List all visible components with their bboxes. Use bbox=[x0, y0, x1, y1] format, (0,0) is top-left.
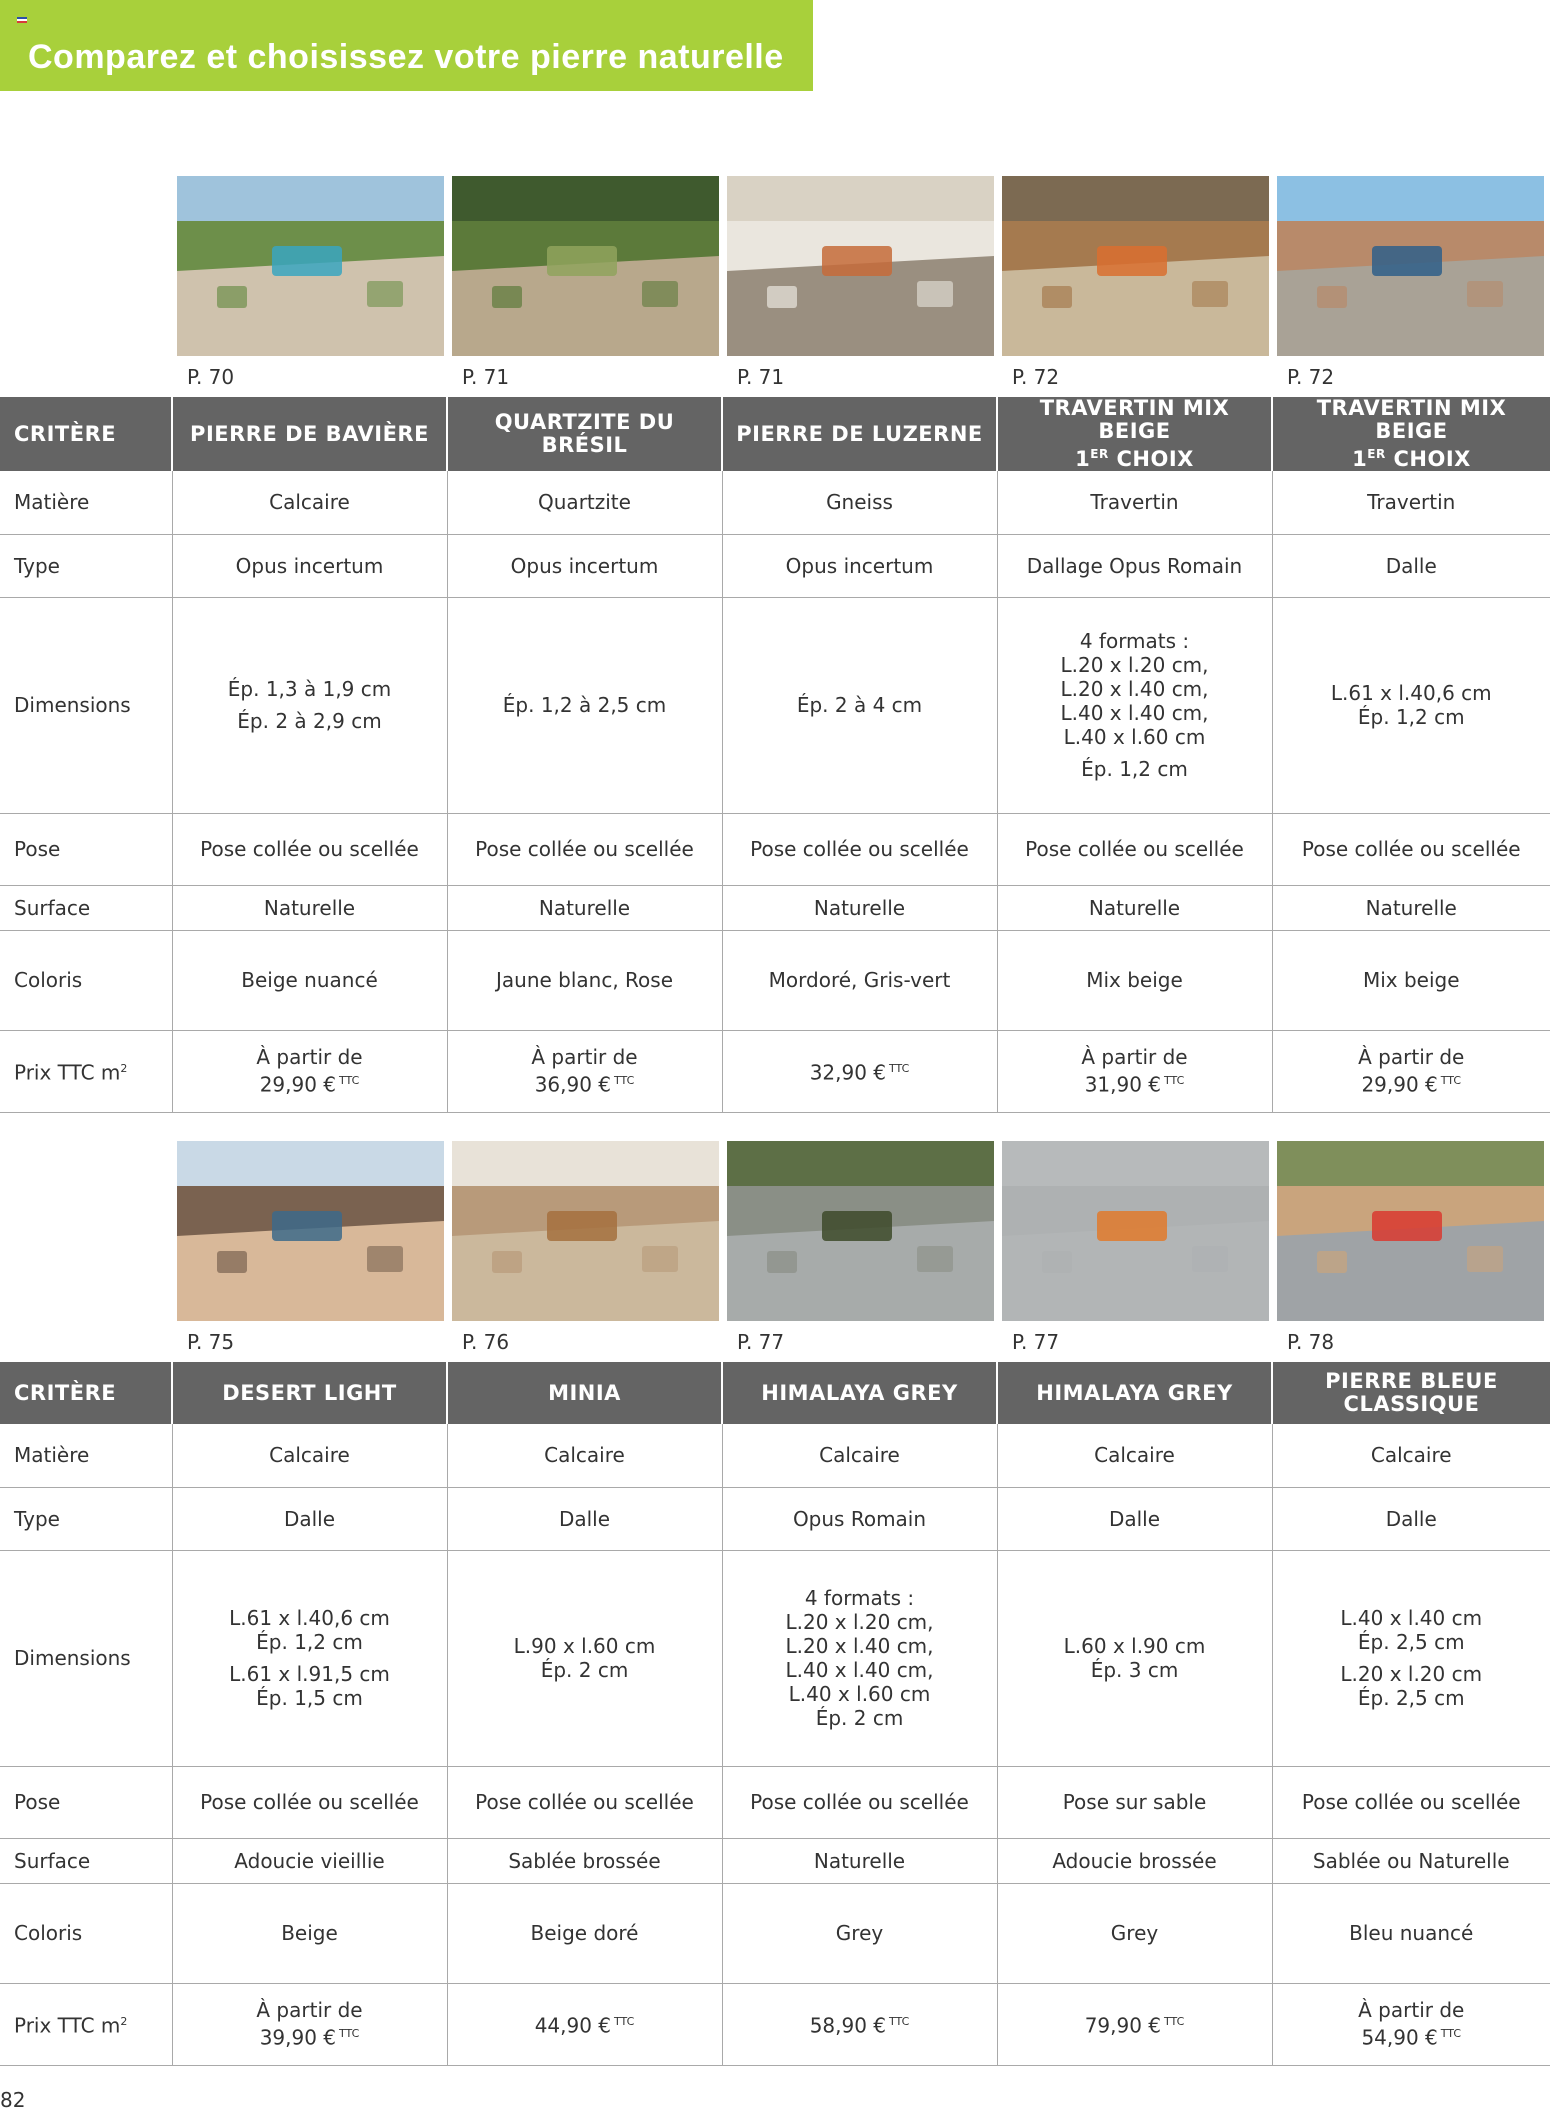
product-name-header: TRAVERTIN MIX BEIGE 1ER CHOIX bbox=[997, 397, 1272, 471]
cell-coloris: Mix beige bbox=[997, 930, 1272, 1030]
cell-dimensions: L.61 x l.40,6 cm Ép. 1,2 cm L.61 x l.91,5 cm Ép. 1,5 cm bbox=[172, 1550, 447, 1766]
cell-surface: Naturelle bbox=[997, 885, 1272, 930]
cell-prix: À partir de 36,90 € $^{TTC}$ bbox=[447, 1030, 722, 1112]
cell-surface: Naturelle bbox=[447, 885, 722, 930]
row-label: Surface bbox=[0, 885, 172, 930]
cell-surface: Naturelle bbox=[1272, 885, 1550, 930]
cell-surface: Sablée ou Naturelle bbox=[1272, 1838, 1550, 1883]
cell-type: Dallage Opus Romain bbox=[997, 534, 1272, 597]
table-row-matiere bbox=[0, 471, 1550, 534]
cell-pose: Pose collée ou scellée bbox=[172, 1766, 447, 1838]
product-name-header: PIERRE DE LUZERNE bbox=[722, 397, 997, 471]
product-name-header: HIMALAYA GREY bbox=[997, 1362, 1272, 1424]
cell-type: Dalle bbox=[997, 1487, 1272, 1550]
cell-pose: Pose collée ou scellée bbox=[722, 813, 997, 885]
cell-surface: Adoucie vieillie bbox=[172, 1838, 447, 1883]
cell-pose: Pose collée ou scellée bbox=[997, 813, 1272, 885]
product-name-header: PIERRE DE BAVIÈRE bbox=[172, 397, 447, 471]
cell-coloris: Bleu nuancé bbox=[1272, 1883, 1550, 1983]
table-row-prix bbox=[0, 1030, 1550, 1112]
page-reference: P. 71 bbox=[462, 365, 510, 389]
cell-type: Opus incertum bbox=[722, 534, 997, 597]
cell-type: Dalle bbox=[1272, 1487, 1550, 1550]
product-name-header: QUARTZITE DU BRÉSIL bbox=[447, 397, 722, 471]
product-name-header: TRAVERTIN MIX BEIGE 1ER CHOIX bbox=[1272, 397, 1550, 471]
table-header-row bbox=[0, 1362, 1550, 1424]
cell-pose: Pose collée ou scellée bbox=[447, 813, 722, 885]
cell-dimensions: 4 formats : L.20 x l.20 cm, L.20 x l.40 cm, L.40 x l.40 cm, L.40 x l.60 cm Ép. 1,2 cm bbox=[997, 597, 1272, 813]
cell-dimensions: 4 formats : L.20 x l.20 cm, L.20 x l.40 cm, L.40 x l.40 cm, L.40 x l.60 cm Ép. 2 cm bbox=[722, 1550, 997, 1766]
page-reference: P. 77 bbox=[1012, 1330, 1060, 1354]
table-row-surface bbox=[0, 1838, 1550, 1883]
cell-pose: Pose collée ou scellée bbox=[722, 1766, 997, 1838]
cell-matiere: Calcaire bbox=[172, 471, 447, 534]
cell-pose: Pose collée ou scellée bbox=[1272, 1766, 1550, 1838]
product-name-header: HIMALAYA GREY bbox=[722, 1362, 997, 1424]
table-row-pose bbox=[0, 813, 1550, 885]
cell-type: Opus Romain bbox=[722, 1487, 997, 1550]
row-label: Type bbox=[0, 534, 172, 597]
cell-dimensions: L.40 x l.40 cm Ép. 2,5 cm L.20 x l.20 cm Ép. 2,5 cm bbox=[1272, 1550, 1550, 1766]
blue-stone-courtyard-photo bbox=[1277, 1141, 1544, 1321]
grey-patio-photo bbox=[727, 1141, 994, 1321]
cell-pose: Pose collée ou scellée bbox=[172, 813, 447, 885]
row-label: Matière bbox=[0, 1424, 172, 1487]
cell-prix: À partir de 29,90 € $^{TTC}$ bbox=[1272, 1030, 1550, 1112]
cell-prix: 32,90 € $^{TTC}$ bbox=[722, 1030, 997, 1112]
pool-house-photo bbox=[727, 176, 994, 356]
row-label: Pose bbox=[0, 1766, 172, 1838]
table-row-coloris bbox=[0, 930, 1550, 1030]
cell-matiere: Calcaire bbox=[447, 1424, 722, 1487]
cell-dimensions: L.61 x l.40,6 cm Ép. 1,2 cm bbox=[1272, 597, 1550, 813]
row-label: Dimensions bbox=[0, 1550, 172, 1766]
sea-view-terrace-photo bbox=[1277, 176, 1544, 356]
cell-type: Dalle bbox=[447, 1487, 722, 1550]
page-reference: P. 75 bbox=[187, 1330, 235, 1354]
page-reference: P. 72 bbox=[1287, 365, 1335, 389]
page-reference: P. 76 bbox=[462, 1330, 510, 1354]
criteria-header: CRITÈRE bbox=[0, 1362, 172, 1424]
cell-pose: Pose sur sable bbox=[997, 1766, 1272, 1838]
row-label: Surface bbox=[0, 1838, 172, 1883]
cell-pose: Pose collée ou scellée bbox=[1272, 813, 1550, 885]
header-band bbox=[0, 0, 813, 91]
page-reference: P. 72 bbox=[1012, 365, 1060, 389]
product-name-header: PIERRE BLEUE CLASSIQUE bbox=[1272, 1362, 1550, 1424]
table-row-pose bbox=[0, 1766, 1550, 1838]
row-label: Prix TTC $m^2$ bbox=[0, 1983, 172, 2065]
row-label: Pose bbox=[0, 813, 172, 885]
terrace-sofa-photo bbox=[177, 176, 444, 356]
cell-dimensions: Ép. 1,2 à 2,5 cm bbox=[447, 597, 722, 813]
page-number: 82 bbox=[0, 2088, 26, 2112]
cell-prix: À partir de 54,90 € $^{TTC}$ bbox=[1272, 1983, 1550, 2065]
criteria-header: CRITÈRE bbox=[0, 397, 172, 471]
cell-dimensions: L.90 x l.60 cm Ép. 2 cm bbox=[447, 1550, 722, 1766]
table-row-dimensions bbox=[0, 1550, 1550, 1766]
cell-coloris: Beige doré bbox=[447, 1883, 722, 1983]
product-name-header: DESERT LIGHT bbox=[172, 1362, 447, 1424]
table-row-coloris bbox=[0, 1883, 1550, 1983]
cell-prix: À partir de 31,90 € $^{TTC}$ bbox=[997, 1030, 1272, 1112]
page-reference: P. 70 bbox=[187, 365, 235, 389]
pergola-dining-photo bbox=[1002, 176, 1269, 356]
product-name-header: MINIA bbox=[447, 1362, 722, 1424]
table-row-type bbox=[0, 534, 1550, 597]
table-row-type bbox=[0, 1487, 1550, 1550]
cell-surface: Adoucie brossée bbox=[997, 1838, 1272, 1883]
product-photos bbox=[0, 176, 1550, 356]
cell-dimensions: Ép. 2 à 4 cm bbox=[722, 597, 997, 813]
cell-type: Opus incertum bbox=[172, 534, 447, 597]
cell-surface: Sablée brossée bbox=[447, 1838, 722, 1883]
cell-coloris: Beige bbox=[172, 1883, 447, 1983]
table-row-surface bbox=[0, 885, 1550, 930]
cell-matiere: Quartzite bbox=[447, 471, 722, 534]
garden-path-photo bbox=[452, 176, 719, 356]
cell-matiere: Gneiss bbox=[722, 471, 997, 534]
cell-matiere: Calcaire bbox=[1272, 1424, 1550, 1487]
cell-coloris: Beige nuancé bbox=[172, 930, 447, 1030]
cell-coloris: Mordoré, Gris-vert bbox=[722, 930, 997, 1030]
comparison-table bbox=[0, 397, 1550, 1113]
product-photos bbox=[0, 1141, 1550, 1321]
wooden-table-photo bbox=[452, 1141, 719, 1321]
cell-prix: 58,90 € $^{TTC}$ bbox=[722, 1983, 997, 2065]
row-label: Prix TTC $m^2$ bbox=[0, 1030, 172, 1112]
cell-matiere: Calcaire bbox=[722, 1424, 997, 1487]
cell-pose: Pose collée ou scellée bbox=[447, 1766, 722, 1838]
row-label: Dimensions bbox=[0, 597, 172, 813]
table-row-matiere bbox=[0, 1424, 1550, 1487]
flag-icon bbox=[17, 17, 27, 25]
table-header-row bbox=[0, 397, 1550, 471]
cell-surface: Naturelle bbox=[172, 885, 447, 930]
page-reference: P. 78 bbox=[1287, 1330, 1335, 1354]
page-reference: P. 77 bbox=[737, 1330, 785, 1354]
cell-dimensions: Ép. 1,3 à 1,9 cm Ép. 2 à 2,9 cm bbox=[172, 597, 447, 813]
cell-type: Dalle bbox=[172, 1487, 447, 1550]
cell-prix: 44,90 € $^{TTC}$ bbox=[447, 1983, 722, 2065]
page-reference: P. 71 bbox=[737, 365, 785, 389]
comparison-table bbox=[0, 1362, 1550, 2066]
rooftop-pergola-photo bbox=[177, 1141, 444, 1321]
page-title: Comparez et choisissez votre pierre naturelle bbox=[28, 38, 784, 76]
row-label: Matière bbox=[0, 471, 172, 534]
cell-surface: Naturelle bbox=[722, 885, 997, 930]
cell-matiere: Travertin bbox=[997, 471, 1272, 534]
cell-prix: 79,90 € $^{TTC}$ bbox=[997, 1983, 1272, 2065]
row-label: Coloris bbox=[0, 1883, 172, 1983]
cell-prix: À partir de 39,90 € $^{TTC}$ bbox=[172, 1983, 447, 2065]
table-row-prix bbox=[0, 1983, 1550, 2065]
grey-slab-fruit-photo bbox=[1002, 1141, 1269, 1321]
cell-coloris: Grey bbox=[722, 1883, 997, 1983]
cell-coloris: Mix beige bbox=[1272, 930, 1550, 1030]
cell-matiere: Travertin bbox=[1272, 471, 1550, 534]
cell-type: Dalle bbox=[1272, 534, 1550, 597]
cell-surface: Naturelle bbox=[722, 1838, 997, 1883]
table-row-dimensions bbox=[0, 597, 1550, 813]
cell-type: Opus incertum bbox=[447, 534, 722, 597]
cell-dimensions: L.60 x l.90 cm Ép. 3 cm bbox=[997, 1550, 1272, 1766]
row-label: Type bbox=[0, 1487, 172, 1550]
cell-coloris: Jaune blanc, Rose bbox=[447, 930, 722, 1030]
row-label: Coloris bbox=[0, 930, 172, 1030]
cell-coloris: Grey bbox=[997, 1883, 1272, 1983]
cell-prix: À partir de 29,90 € $^{TTC}$ bbox=[172, 1030, 447, 1112]
cell-matiere: Calcaire bbox=[997, 1424, 1272, 1487]
cell-matiere: Calcaire bbox=[172, 1424, 447, 1487]
